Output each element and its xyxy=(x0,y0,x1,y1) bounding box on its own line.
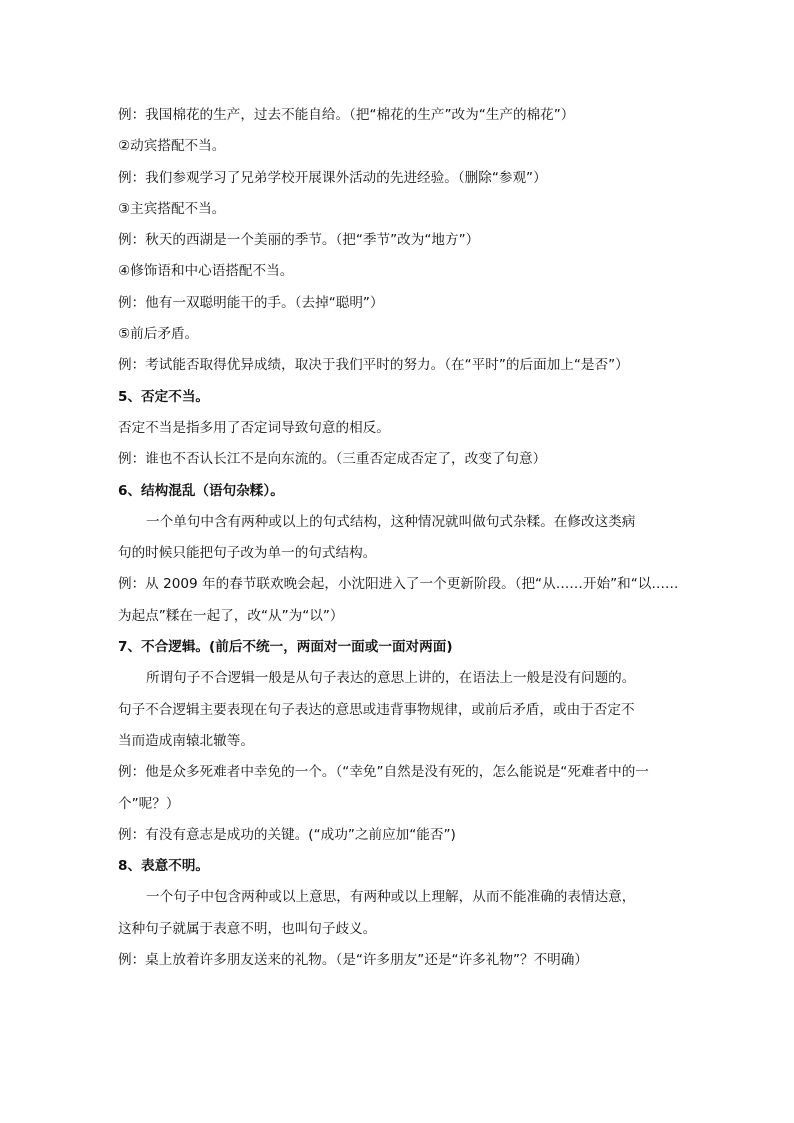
sub-item-modifier: ④修饰语和中心语搭配不当。 xyxy=(118,263,294,280)
section-heading-6: 6、结构混乱（语句杂糅）。 xyxy=(118,482,284,499)
paragraph-line: 一个句子中包含两种或以上意思，有两种或以上理解，从而不能准确的表情达意， xyxy=(146,889,636,906)
section-heading-8: 8、表意不明。 xyxy=(118,858,210,875)
paragraph-line: 一个单句中含有两种或以上的句式结构，这种情况就叫做句式杂糅。在修改这类病 xyxy=(146,513,636,530)
example-line: 例：我国棉花的生产，过去不能自给。（把“棉花的生产”改为“生产的棉花”） xyxy=(118,107,575,123)
example-line: 例：我们参观学习了兄弟学校开展课外活动的先进经验。（删除“参观”） xyxy=(118,169,547,186)
example-line: 例：从 2009 年的春节联欢晚会起，小沈阳进入了一个更新阶段。（把“从……开始”和“以…… xyxy=(118,576,679,593)
example-line: 为起点”糅在一起了，改“从”为“以”） xyxy=(118,607,344,624)
document-body xyxy=(118,100,680,976)
example-line: 例：桌上放着许多朋友送来的礼物。（是“许多朋友”还是“许多礼物”？不明确） xyxy=(118,952,588,969)
section-heading-7: 7、不合逻辑。(前后不统一，两面对一面或一面对两面) xyxy=(118,639,453,656)
example-line: 例：他是众多死难者中幸免的一个。（“幸免”自然是没有死的，怎么能说是“死难者中的一 xyxy=(118,764,649,781)
paragraph-line: 句子不合逻辑主要表现在句子表达的意思或违背事物规律，或前后矛盾，或由于否定不 xyxy=(118,701,635,718)
example-line: 例：有没有意志是成功的关键。(“成功”之前应加“能否”) xyxy=(118,826,456,843)
example-line: 个”呢？） xyxy=(118,795,180,812)
example-line: 例：秋天的西湖是一个美丽的季节。（把“季节”改为“地方”） xyxy=(118,232,480,249)
sub-item-verb-object: ②动宾搭配不当。 xyxy=(118,138,226,155)
sub-item-contradiction: ⑤前后矛盾。 xyxy=(118,326,199,343)
example-line: 例：他有一双聪明能干的手。（去掉“聪明”） xyxy=(118,294,384,311)
section-heading-5: 5、否定不当。 xyxy=(118,388,210,405)
example-line: 例：考试能否取得优异成绩，取决于我们平时的努力。（在“平时”的后面加上“是否”） xyxy=(118,357,629,374)
sub-item-subject-object: ③主宾搭配不当。 xyxy=(118,200,226,217)
paragraph-line: 当而造成南辕北辙等。 xyxy=(118,732,254,749)
paragraph xyxy=(118,507,680,570)
example-paragraph xyxy=(118,757,680,820)
example-paragraph xyxy=(118,569,680,632)
paragraph-line: 所谓句子不合逻辑一般是从句子表达的意思上讲的，在语法上一般是没有问题的。 xyxy=(146,670,636,687)
paragraph-line: 这种句子就属于表意不明，也叫句子歧义。 xyxy=(118,920,377,937)
paragraph xyxy=(118,663,680,757)
example-line: 例：谁也不否认长江不是向东流的。（三重否定成否定了，改变了句意） xyxy=(118,451,547,468)
paragraph xyxy=(118,882,680,945)
paragraph-line: 句的时候只能把句子改为单一的句式结构。 xyxy=(118,545,377,562)
definition-line: 否定不当是指多用了否定词导致句意的相反。 xyxy=(118,419,390,436)
